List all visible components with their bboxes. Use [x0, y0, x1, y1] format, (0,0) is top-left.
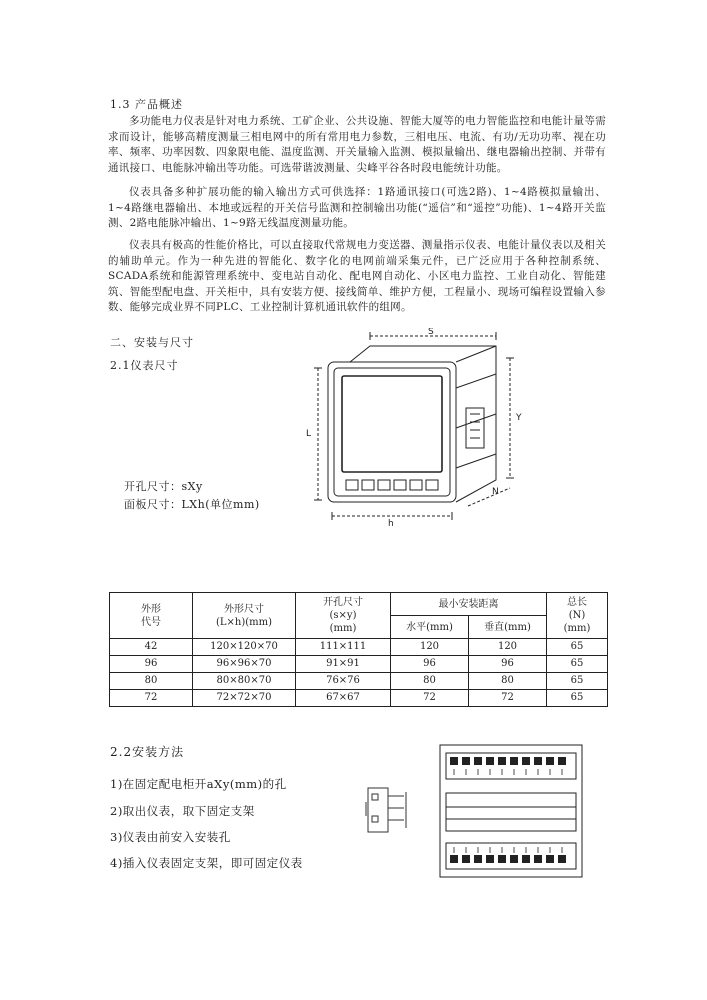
dimension-spec-table — [109, 592, 608, 707]
meter-dimension-diagram — [300, 328, 540, 528]
meter-rear-terminal-view — [436, 741, 586, 881]
dim-label-s: S — [428, 328, 434, 337]
section-heading-2-2: 2.2安装方法 — [110, 745, 185, 759]
dim-label-y: Y — [516, 413, 522, 423]
table-row: 42 120×120×70 111×111 120 120 65 — [110, 639, 608, 656]
section-heading-2-1: 2.1仪表尺寸 — [110, 359, 179, 372]
dim-label-h: h — [388, 519, 394, 528]
section-heading-2: 二、安装与尺寸 — [110, 336, 194, 349]
table-row: 80 80×80×70 76×76 80 80 65 — [110, 673, 608, 690]
header-vertical: 垂直(mm) — [469, 616, 547, 639]
table-row: 96 96×96×70 91×91 96 96 65 — [110, 656, 608, 673]
header-outline: 外形尺寸 (L×h)(mm) — [193, 593, 296, 639]
header-total-length: 总长 (N) (mm) — [547, 593, 608, 639]
install-step-1: 1)在固定配电柜开aXy(mm)的孔 — [110, 777, 287, 791]
header-code: 外形 代号 — [110, 593, 193, 639]
paragraph-io-options: 仪表具备多种扩展功能的输入输出方式可供选择：1路通讯接口(可选2路)、1~4路模拟量输出、1~4路继电器输出、本地或远程的开关信号监测和控制输出功能(“遥信”和“遥控”功能)、1~4路开关监测、2路电能脉冲输出、1~9路无线温度测量功能。 — [108, 186, 606, 229]
header-min-distance: 最小安装距离 — [391, 593, 547, 616]
paragraph-applications: 仪表具有极高的性能价格比，可以直接取代常规电力变送器、测量指示仪表、电能计量仪表以及相关的辅助单元。作为一种先进的智能化、数字化的电网前端采集元件，已广泛应用于各种控制系统、SCADA系统和能源管理系统中、变电站自动化、配电网自动化、小区电力监控、工业自动化、智能建筑、智能型配电盘、开关柜中，具有安装方便、接线简单、维护方便，工程量小、现场可编程设置输入参数、能够完成业界不同PLC、工业控制计算机通讯软件的组网。 — [108, 239, 606, 313]
install-step-4: 4)插入仪表固定支架，即可固定仪表 — [110, 856, 303, 870]
install-step-2: 2)取出仪表，取下固定支架 — [110, 804, 255, 818]
cutout-size-label: 开孔尺寸：sXy — [124, 480, 203, 493]
table-row: 72 72×72×70 67×67 72 72 65 — [110, 690, 608, 707]
dim-label-l: L — [306, 429, 312, 439]
panel-size-label: 面板尺寸：LXh(单位mm) — [124, 498, 260, 511]
header-cutout: 开孔尺寸 (s×y) (mm) — [296, 593, 391, 639]
install-step-3: 3)仪表由前安入安装孔 — [110, 830, 231, 844]
header-horizontal: 水平(mm) — [391, 616, 469, 639]
dim-label-n: N — [492, 487, 499, 497]
paragraph-overview: 多功能电力仪表是针对电力系统、工矿企业、公共设施、智能大厦等的电力智能监控和电能计量等需求而设计，能够高精度测量三相电网中的所有常用电力参数，三相电压、电流、有功/无功功率、视在功率、频率、功率因数、四象限电能、温度监测、开关量输入监测、模拟量输出、继电器输出控制、并带有通讯接口、电能脉冲输出等功能。可选带谐波测量、尖峰平谷各时段电能统计功能。 — [108, 115, 606, 174]
section-heading-1-3: 1.3 产品概述 — [110, 98, 183, 111]
mounting-bracket-illustration — [362, 782, 412, 838]
